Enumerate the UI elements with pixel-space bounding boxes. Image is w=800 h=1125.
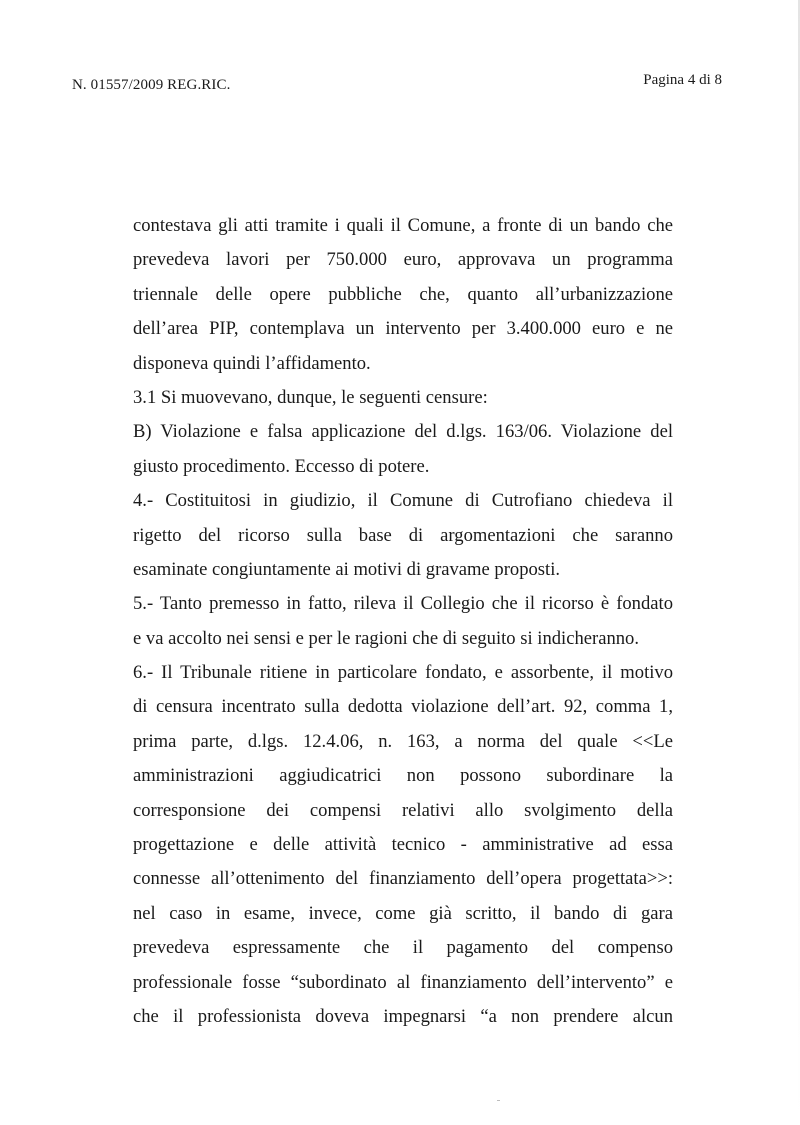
body-line: triennale delle opere pubbliche che, quanto all’urbanizzazione — [133, 283, 673, 305]
body-line: prima parte, d.lgs. 12.4.06, n. 163, a norma del quale <<Le — [133, 730, 673, 752]
body-line: rigetto del ricorso sulla base di argomentazioni che saranno — [133, 524, 673, 546]
body-line: professionale fosse “subordinato al finanziamento dell’intervento” e — [133, 971, 673, 993]
body-line: corresponsione dei compensi relativi allo svolgimento della — [133, 799, 673, 821]
document-body — [133, 209, 673, 1034]
body-line: 4.- Costituitosi in giudizio, il Comune di Cutrofiano chiedeva il — [133, 490, 673, 512]
body-line: esaminate congiuntamente ai motivi di gravame proposti. — [133, 558, 561, 580]
page-indicator: Pagina 4 di 8 — [643, 72, 722, 88]
body-line: dell’area PIP, contemplava un intervento per 3.400.000 euro e ne — [133, 318, 673, 340]
body-line: nel caso in esame, invece, come già scritto, il bando di gara — [133, 902, 673, 924]
body-line: progettazione e delle attività tecnico - amministrative ad essa — [133, 834, 673, 856]
body-line: contestava gli atti tramite i quali il Comune, a fronte di un bando che — [133, 215, 673, 236]
scan-speck — [497, 1100, 500, 1101]
body-line: connesse all’ottenimento del finanziamento dell’opera progettata>>: — [133, 868, 673, 890]
body-line: disponeva quindi l’affidamento. — [133, 352, 371, 374]
body-line: giusto procedimento. Eccesso di potere. — [133, 455, 430, 477]
body-line: di censura incentrato sulla dedotta violazione dell’art. 92, comma 1, — [133, 696, 673, 718]
body-line: B) Violazione e falsa applicazione del d.lgs. 163/06. Violazione del — [133, 421, 673, 443]
body-line: e va accolto nei sensi e per le ragioni che di seguito si indicheranno. — [133, 627, 639, 649]
body-line: prevedeva espressamente che il pagamento del compenso — [133, 937, 673, 959]
body-line: che il professionista doveva impegnarsi “a non prendere alcun — [133, 1005, 673, 1027]
body-line: 5.- Tanto premesso in fatto, rileva il Collegio che il ricorso è fondato — [133, 593, 673, 615]
case-number: N. 01557/2009 REG.RIC. — [72, 77, 231, 93]
body-line: 6.- Il Tribunale ritiene in particolare fondato, e assorbente, il motivo — [133, 662, 673, 684]
body-line: amministrazioni aggiudicatrici non possono subordinare la — [133, 765, 673, 787]
body-line: 3.1 Si muovevano, dunque, le seguenti censure: — [133, 386, 488, 408]
body-line: prevedeva lavori per 750.000 euro, approvava un programma — [133, 249, 673, 271]
